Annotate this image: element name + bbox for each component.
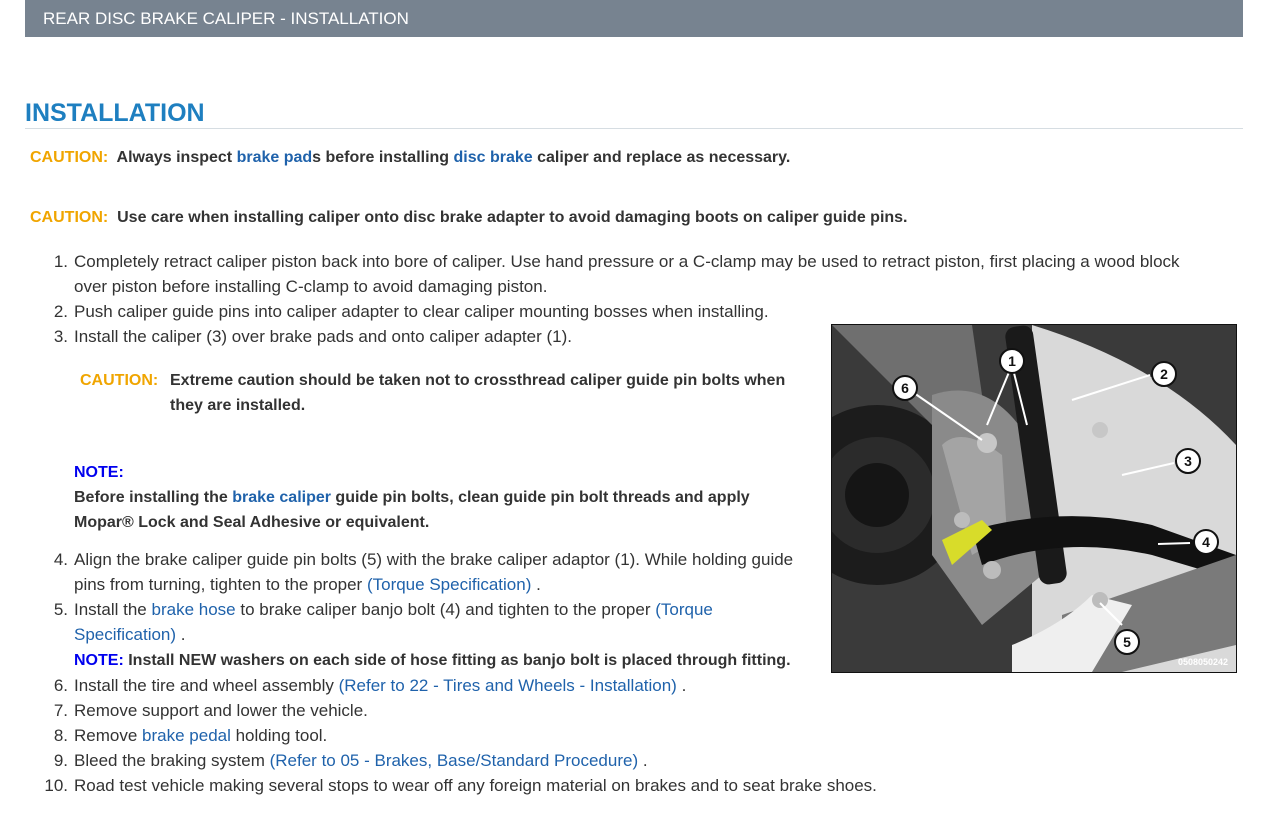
section-heading: INSTALLATION xyxy=(25,98,1243,129)
callout-3: 3 xyxy=(1184,453,1192,469)
note-label: NOTE: xyxy=(74,464,124,481)
disc-brake-link[interactable]: disc brake xyxy=(453,149,533,166)
bleeding-procedure-link[interactable]: (Refer to 05 - Brakes, Base/Standard Procedure) xyxy=(269,751,639,770)
caution-crossthread: CAUTION: Extreme caution should be taken not to crossthread caliper guide pin bolts when they are installed. xyxy=(80,372,786,414)
callout-2: 2 xyxy=(1160,366,1168,382)
caution-label: CAUTION: xyxy=(30,209,109,226)
caution-text: Always inspect xyxy=(116,149,237,166)
note-guide-pin-bolts: NOTE: Before installing the brake caliper guide pin bolts, clean guide pin bolt threads and apply Mopar® Lock and Seal Adhesive or equivalent. xyxy=(74,460,750,535)
caution-label: CAUTION: xyxy=(80,372,159,389)
brake-caliper-link[interactable]: brake caliper xyxy=(232,489,331,506)
page-title: REAR DISC BRAKE CALIPER - INSTALLATION xyxy=(43,9,409,28)
caliper-installation-figure xyxy=(831,324,1237,673)
figure-id: 0508050242 xyxy=(1177,657,1228,667)
torque-spec-link[interactable]: Specification) xyxy=(74,625,177,644)
callout-5: 5 xyxy=(1123,634,1131,650)
caution-text: s before installing xyxy=(312,149,454,166)
brake-hose-link[interactable]: brake hose xyxy=(151,600,236,619)
callout-1: 1 xyxy=(1008,353,1016,369)
callout-6: 6 xyxy=(901,380,909,396)
caution-text: Use care when installing caliper onto disc brake adapter to avoid damaging boots on caliper guide pins. xyxy=(117,209,908,226)
brake-pedal-link[interactable]: brake pedal xyxy=(142,726,231,745)
caution-label: CAUTION: xyxy=(30,149,109,166)
tires-wheels-link[interactable]: (Refer to 22 - Tires and Wheels - Installation) xyxy=(338,676,677,695)
note-washers: NOTE: Install NEW washers on each side of hose fitting as banjo bolt is placed through fitting. xyxy=(74,652,791,669)
caution-brake-pads xyxy=(30,149,790,167)
caution-text: caliper and replace as necessary. xyxy=(532,149,791,166)
caution-caliper-adapter xyxy=(30,209,908,227)
caliper-illustration xyxy=(832,325,1236,672)
page-title-bar xyxy=(25,0,1243,37)
torque-spec-link[interactable]: (Torque xyxy=(655,600,713,619)
brake-pad-link[interactable]: brake pad xyxy=(236,149,313,166)
callout-4: 4 xyxy=(1202,534,1210,550)
note-label: NOTE: xyxy=(74,652,124,669)
torque-spec-link[interactable]: (Torque Specification) xyxy=(366,575,532,594)
